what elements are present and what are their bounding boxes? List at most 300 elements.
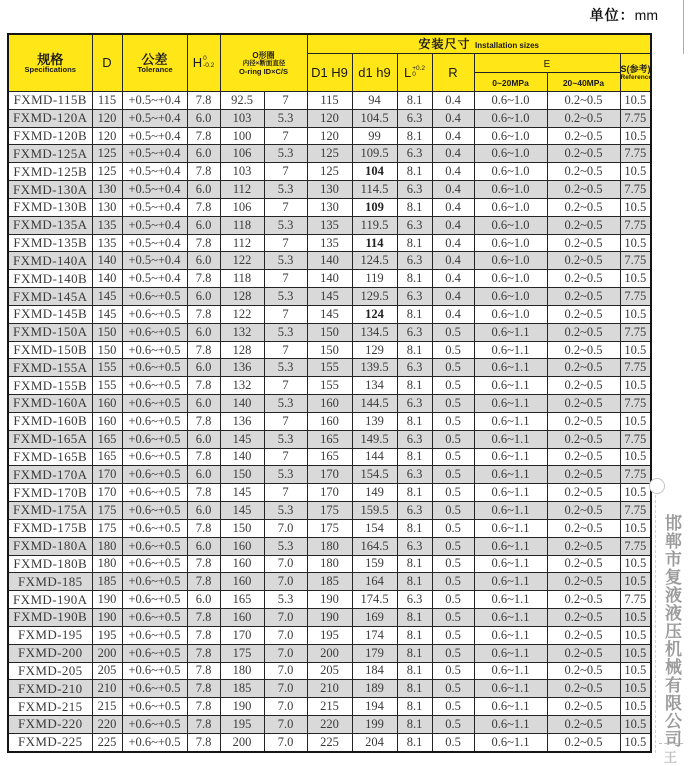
cell-spec: FXMD-120B — [8, 127, 92, 145]
cell-oring-cs: 7 — [264, 270, 307, 288]
cell-spec: FXMD-125A — [8, 145, 92, 163]
cell-e-20-40mpa: 0.2~0.5 — [547, 181, 620, 199]
cell-r: 0.5 — [432, 555, 474, 573]
cell-s-ref: 10.5 — [620, 519, 651, 537]
cell-d1-h9: 150 — [307, 341, 352, 359]
cell-spec: FXMD-170A — [8, 466, 92, 484]
cell-r: 0.5 — [432, 466, 474, 484]
cell-l: 8.1 — [397, 680, 432, 698]
table-row — [8, 359, 651, 377]
cell-d1-h9: 180 — [307, 555, 352, 573]
spec-table-body — [8, 92, 651, 753]
cell-tolerance: +0.5~+0.4 — [122, 252, 187, 270]
cell-d1-h9: 225 — [307, 733, 352, 752]
cell-s-ref: 7.75 — [620, 288, 651, 306]
cell-s-ref: 7.75 — [620, 395, 651, 413]
oring-header-en: O-ring ID×C/S — [239, 66, 288, 76]
cell-spec: FXMD-150B — [8, 341, 92, 359]
cell-oring-id: 132 — [220, 377, 264, 395]
cell-r: 0.5 — [432, 430, 474, 448]
cell-d1-h9: 175 — [307, 502, 352, 520]
cell-e-0-20mpa: 0.6~1.1 — [474, 430, 547, 448]
cell-oring-cs: 5.3 — [264, 181, 307, 199]
cell-oring-cs: 5.3 — [264, 430, 307, 448]
cell-d1-h9: 155 — [307, 359, 352, 377]
col-header-e-20-40mpa — [547, 73, 620, 92]
cell-e-20-40mpa: 0.2~0.5 — [547, 305, 620, 323]
cell-oring-cs: 5.3 — [264, 537, 307, 555]
cell-tolerance: +0.6~+0.5 — [122, 644, 187, 662]
cell-tolerance: +0.5~+0.4 — [122, 234, 187, 252]
cell-spec: FXMD-155B — [8, 377, 92, 395]
cell-tolerance: +0.6~+0.5 — [122, 305, 187, 323]
cell-h: 7.8 — [187, 377, 220, 395]
cell-d1-h9: 115 — [307, 92, 352, 110]
cell-l: 8.1 — [397, 715, 432, 733]
cell-d1h9: 204 — [352, 733, 397, 752]
cell-r: 0.4 — [432, 181, 474, 199]
cell-oring-id: 160 — [220, 573, 264, 591]
col-header-installation-sizes — [307, 34, 651, 54]
cell-h: 6.0 — [187, 591, 220, 609]
cell-e-0-20mpa: 0.6~1.1 — [474, 626, 547, 644]
install-header-en: Installation sizes — [474, 41, 540, 50]
cell-s-ref: 7.75 — [620, 502, 651, 520]
cell-d1h9: 114 — [352, 234, 397, 252]
cell-d: 170 — [92, 466, 122, 484]
cell-h: 6.0 — [187, 537, 220, 555]
cell-l: 6.3 — [397, 216, 432, 234]
cell-tolerance: +0.5~+0.4 — [122, 198, 187, 216]
cell-d1h9: 114.5 — [352, 181, 397, 199]
col-header-h — [187, 34, 220, 92]
spec-header-en: Specifications — [24, 64, 77, 74]
cell-e-20-40mpa: 0.2~0.5 — [547, 680, 620, 698]
cell-s-ref: 10.5 — [620, 234, 651, 252]
table-row — [8, 662, 651, 680]
cell-spec: FXMD-140A — [8, 252, 92, 270]
cell-oring-id: 103 — [220, 109, 264, 127]
table-row — [8, 448, 651, 466]
cell-e-0-20mpa: 0.6~1.0 — [474, 234, 547, 252]
cell-l: 6.3 — [397, 181, 432, 199]
table-row — [8, 145, 651, 163]
cell-oring-id: 128 — [220, 288, 264, 306]
cell-d1h9: 124.5 — [352, 252, 397, 270]
cell-e-20-40mpa: 0.2~0.5 — [547, 234, 620, 252]
cell-spec: FXMD-190B — [8, 609, 92, 627]
cell-h: 6.0 — [187, 288, 220, 306]
cell-e-20-40mpa: 0.2~0.5 — [547, 448, 620, 466]
cell-s-ref: 10.5 — [620, 341, 651, 359]
cell-e-20-40mpa: 0.2~0.5 — [547, 430, 620, 448]
cell-d1h9: 184 — [352, 662, 397, 680]
col-header-d1-h9 — [307, 54, 352, 92]
cell-d1-h9: 160 — [307, 395, 352, 413]
cell-d1h9: 164 — [352, 573, 397, 591]
cell-s-ref: 7.75 — [620, 181, 651, 199]
cell-d1h9: 149 — [352, 484, 397, 502]
cell-h: 7.8 — [187, 484, 220, 502]
cell-oring-cs: 5.3 — [264, 502, 307, 520]
cell-r: 0.5 — [432, 715, 474, 733]
cell-l: 8.1 — [397, 519, 432, 537]
cell-tolerance: +0.6~+0.5 — [122, 733, 187, 752]
cell-e-0-20mpa: 0.6~1.1 — [474, 502, 547, 520]
cell-d1h9: 194 — [352, 698, 397, 716]
cell-tolerance: +0.6~+0.5 — [122, 484, 187, 502]
cell-r: 0.4 — [432, 270, 474, 288]
cell-oring-cs: 5.3 — [264, 323, 307, 341]
cell-e-0-20mpa: 0.6~1.1 — [474, 644, 547, 662]
table-row — [8, 591, 651, 609]
cell-oring-id: 170 — [220, 626, 264, 644]
cell-oring-id: 175 — [220, 644, 264, 662]
cell-e-0-20mpa: 0.6~1.0 — [474, 127, 547, 145]
cell-d1h9: 159.5 — [352, 502, 397, 520]
cell-h: 7.8 — [187, 662, 220, 680]
cell-spec: FXMD-185 — [8, 573, 92, 591]
cell-oring-cs: 7 — [264, 412, 307, 430]
cell-d1-h9: 130 — [307, 181, 352, 199]
cell-d: 215 — [92, 698, 122, 716]
cell-d: 135 — [92, 234, 122, 252]
cell-d1-h9: 165 — [307, 448, 352, 466]
unit-label-cn: 单位： — [589, 7, 635, 23]
table-row — [8, 609, 651, 627]
cell-e-20-40mpa: 0.2~0.5 — [547, 698, 620, 716]
cell-e-0-20mpa: 0.6~1.1 — [474, 591, 547, 609]
cell-s-ref: 7.75 — [620, 537, 651, 555]
cell-tolerance: +0.6~+0.5 — [122, 626, 187, 644]
table-row — [8, 181, 651, 199]
cell-h: 6.0 — [187, 466, 220, 484]
cell-spec: FXMD-115B — [8, 92, 92, 110]
cell-d: 180 — [92, 537, 122, 555]
col-header-l — [397, 54, 432, 92]
cell-r: 0.5 — [432, 698, 474, 716]
cell-d1h9: 129.5 — [352, 288, 397, 306]
cell-e-20-40mpa: 0.2~0.5 — [547, 733, 620, 752]
cell-oring-cs: 5.3 — [264, 466, 307, 484]
cell-d1h9: 139.5 — [352, 359, 397, 377]
cell-e-20-40mpa: 0.2~0.5 — [547, 502, 620, 520]
oring-header-cn: O形圈 — [252, 50, 275, 60]
cell-oring-id: 145 — [220, 484, 264, 502]
e1-header-label: 0~20MPa — [492, 78, 529, 88]
cell-oring-id: 195 — [220, 715, 264, 733]
cell-d: 190 — [92, 609, 122, 627]
cell-e-20-40mpa: 0.2~0.5 — [547, 519, 620, 537]
cell-oring-cs: 7 — [264, 127, 307, 145]
cell-s-ref: 10.5 — [620, 412, 651, 430]
cell-e-20-40mpa: 0.2~0.5 — [547, 270, 620, 288]
col-header-specifications — [8, 34, 92, 92]
cell-l: 6.3 — [397, 502, 432, 520]
cell-spec: FXMD-180B — [8, 555, 92, 573]
cell-s-ref: 10.5 — [620, 573, 651, 591]
clipped-bottom-glyph: 王 — [664, 750, 678, 765]
cell-s-ref: 10.5 — [620, 448, 651, 466]
cell-d1h9: 154 — [352, 519, 397, 537]
cell-d1-h9: 155 — [307, 377, 352, 395]
cell-h: 7.8 — [187, 573, 220, 591]
cell-e-0-20mpa: 0.6~1.1 — [474, 715, 547, 733]
cell-d1h9: 179 — [352, 644, 397, 662]
cell-e-20-40mpa: 0.2~0.5 — [547, 341, 620, 359]
cell-d1-h9: 150 — [307, 323, 352, 341]
cell-h: 7.8 — [187, 555, 220, 573]
cell-s-ref: 10.5 — [620, 377, 651, 395]
cell-d1h9: 199 — [352, 715, 397, 733]
cell-tolerance: +0.5~+0.4 — [122, 270, 187, 288]
cell-e-0-20mpa: 0.6~1.0 — [474, 288, 547, 306]
cell-oring-id: 185 — [220, 680, 264, 698]
cell-l: 6.3 — [397, 430, 432, 448]
cell-d1-h9: 205 — [307, 662, 352, 680]
cell-spec: FXMD-140B — [8, 270, 92, 288]
cell-d1-h9: 215 — [307, 698, 352, 716]
cell-d1-h9: 140 — [307, 270, 352, 288]
cell-spec: FXMD-165A — [8, 430, 92, 448]
table-row — [8, 430, 651, 448]
unit-value: mm — [634, 7, 658, 23]
cell-s-ref: 10.5 — [620, 715, 651, 733]
cell-d: 175 — [92, 519, 122, 537]
cell-r: 0.4 — [432, 216, 474, 234]
table-row — [8, 92, 651, 110]
col-header-oring — [220, 34, 307, 92]
d1-header-label: D1 H9 — [311, 64, 348, 80]
cell-oring-id: 122 — [220, 305, 264, 323]
cell-d1h9: 109 — [352, 198, 397, 216]
cell-tolerance: +0.6~+0.5 — [122, 698, 187, 716]
cell-d: 165 — [92, 430, 122, 448]
table-row — [8, 198, 651, 216]
table-row — [8, 288, 651, 306]
s-header-en: Reference — [620, 74, 652, 81]
cell-s-ref: 7.75 — [620, 323, 651, 341]
cell-r: 0.5 — [432, 609, 474, 627]
cell-tolerance: +0.6~+0.5 — [122, 519, 187, 537]
cell-s-ref: 7.75 — [620, 145, 651, 163]
cell-r: 0.5 — [432, 377, 474, 395]
table-row — [8, 234, 651, 252]
cell-d1h9: 99 — [352, 127, 397, 145]
col-header-d — [92, 34, 122, 92]
cell-h: 7.8 — [187, 698, 220, 716]
cell-spec: FXMD-195 — [8, 626, 92, 644]
cell-r: 0.5 — [432, 484, 474, 502]
cell-spec: FXMD-145B — [8, 305, 92, 323]
cell-r: 0.5 — [432, 644, 474, 662]
cell-oring-id: 132 — [220, 323, 264, 341]
table-row — [8, 644, 651, 662]
cell-e-20-40mpa: 0.2~0.5 — [547, 198, 620, 216]
l-header-sub: 0 — [412, 71, 416, 79]
cell-s-ref: 10.5 — [620, 92, 651, 110]
cell-h: 7.8 — [187, 412, 220, 430]
r-header-label: R — [448, 64, 458, 80]
cell-d1-h9: 130 — [307, 198, 352, 216]
cell-r: 0.4 — [432, 92, 474, 110]
cell-h: 7.8 — [187, 644, 220, 662]
cell-r: 0.4 — [432, 234, 474, 252]
cell-spec: FXMD-215 — [8, 698, 92, 716]
cell-l: 8.1 — [397, 92, 432, 110]
cell-e-0-20mpa: 0.6~1.1 — [474, 609, 547, 627]
cell-l: 8.1 — [397, 698, 432, 716]
col-header-s-reference — [620, 54, 651, 92]
table-row — [8, 109, 651, 127]
cell-l: 6.3 — [397, 395, 432, 413]
cell-d1h9: 119 — [352, 270, 397, 288]
cell-d1h9: 119.5 — [352, 216, 397, 234]
cell-e-20-40mpa: 0.2~0.5 — [547, 644, 620, 662]
cell-d1-h9: 220 — [307, 715, 352, 733]
cell-r: 0.5 — [432, 591, 474, 609]
cell-r: 0.5 — [432, 448, 474, 466]
cell-oring-cs: 7.0 — [264, 733, 307, 752]
cell-s-ref: 10.5 — [620, 698, 651, 716]
cell-e-20-40mpa: 0.2~0.5 — [547, 377, 620, 395]
cell-e-0-20mpa: 0.6~1.0 — [474, 252, 547, 270]
cell-spec: FXMD-135B — [8, 234, 92, 252]
cell-h: 7.8 — [187, 715, 220, 733]
cell-d: 145 — [92, 288, 122, 306]
cell-h: 6.0 — [187, 323, 220, 341]
cell-spec: FXMD-160B — [8, 412, 92, 430]
cell-e-20-40mpa: 0.2~0.5 — [547, 662, 620, 680]
cell-d1-h9: 135 — [307, 234, 352, 252]
cell-r: 0.5 — [432, 733, 474, 752]
cell-l: 6.3 — [397, 359, 432, 377]
cell-d1h9: 154.5 — [352, 466, 397, 484]
col-header-e — [474, 54, 620, 73]
cell-oring-cs: 5.3 — [264, 145, 307, 163]
cell-spec: FXMD-130B — [8, 198, 92, 216]
cell-oring-cs: 7 — [264, 448, 307, 466]
cell-e-0-20mpa: 0.6~1.1 — [474, 698, 547, 716]
cell-d: 165 — [92, 448, 122, 466]
cell-s-ref: 10.5 — [620, 555, 651, 573]
cell-e-20-40mpa: 0.2~0.5 — [547, 484, 620, 502]
cell-d1h9: 149.5 — [352, 430, 397, 448]
table-row — [8, 484, 651, 502]
s-header-cn: S(参考) — [620, 64, 651, 74]
cell-spec: FXMD-135A — [8, 216, 92, 234]
cell-h: 7.8 — [187, 680, 220, 698]
cell-oring-id: 103 — [220, 163, 264, 181]
cell-d1-h9: 135 — [307, 216, 352, 234]
cell-l: 8.1 — [397, 377, 432, 395]
cell-oring-cs: 7 — [264, 92, 307, 110]
cell-l: 8.1 — [397, 270, 432, 288]
cell-e-20-40mpa: 0.2~0.5 — [547, 323, 620, 341]
cell-r: 0.4 — [432, 109, 474, 127]
spec-header-cn: 规格 — [37, 51, 64, 67]
cell-e-20-40mpa: 0.2~0.5 — [547, 591, 620, 609]
cell-e-20-40mpa: 0.2~0.5 — [547, 127, 620, 145]
cell-d1h9: 139 — [352, 412, 397, 430]
cell-e-20-40mpa: 0.2~0.5 — [547, 359, 620, 377]
cell-tolerance: +0.5~+0.4 — [122, 109, 187, 127]
cell-oring-cs: 7 — [264, 234, 307, 252]
cell-d: 140 — [92, 270, 122, 288]
cell-oring-cs: 7.0 — [264, 555, 307, 573]
cell-tolerance: +0.5~+0.4 — [122, 145, 187, 163]
cell-oring-id: 180 — [220, 662, 264, 680]
cell-oring-id: 118 — [220, 270, 264, 288]
scan-artifact-line — [683, 0, 684, 54]
cell-l: 6.3 — [397, 466, 432, 484]
cell-l: 8.1 — [397, 234, 432, 252]
cell-d: 205 — [92, 662, 122, 680]
cell-d1h9: 104.5 — [352, 109, 397, 127]
cell-d1h9: 129 — [352, 341, 397, 359]
cell-e-0-20mpa: 0.6~1.1 — [474, 680, 547, 698]
cell-e-0-20mpa: 0.6~1.1 — [474, 484, 547, 502]
cell-d1h9: 169 — [352, 609, 397, 627]
cell-d1-h9: 120 — [307, 127, 352, 145]
h-header-scripts — [203, 56, 214, 69]
table-row — [8, 163, 651, 181]
cell-l: 6.3 — [397, 591, 432, 609]
cell-spec: FXMD-120A — [8, 109, 92, 127]
cell-d: 140 — [92, 252, 122, 270]
cell-l: 8.1 — [397, 662, 432, 680]
cell-h: 7.8 — [187, 626, 220, 644]
cell-d: 150 — [92, 341, 122, 359]
cell-d: 195 — [92, 626, 122, 644]
cell-l: 6.3 — [397, 109, 432, 127]
spec-table — [7, 33, 652, 753]
cell-l: 6.3 — [397, 145, 432, 163]
col-header-tolerance — [122, 34, 187, 92]
cell-tolerance: +0.6~+0.5 — [122, 323, 187, 341]
cell-tolerance: +0.5~+0.4 — [122, 181, 187, 199]
cell-spec: FXMD-150A — [8, 323, 92, 341]
table-row — [8, 127, 651, 145]
cell-tolerance: +0.5~+0.4 — [122, 127, 187, 145]
cell-spec: FXMD-220 — [8, 715, 92, 733]
cell-oring-id: 200 — [220, 733, 264, 752]
cell-s-ref: 10.5 — [620, 609, 651, 627]
cell-e-0-20mpa: 0.6~1.1 — [474, 537, 547, 555]
cell-d: 135 — [92, 216, 122, 234]
h-header-label: H — [192, 55, 203, 70]
cell-l: 6.3 — [397, 323, 432, 341]
cell-r: 0.4 — [432, 163, 474, 181]
cell-l: 8.1 — [397, 733, 432, 752]
cell-e-0-20mpa: 0.6~1.0 — [474, 181, 547, 199]
cell-spec: FXMD-210 — [8, 680, 92, 698]
cell-e-0-20mpa: 0.6~1.1 — [474, 412, 547, 430]
cell-oring-cs: 7.0 — [264, 573, 307, 591]
cell-spec: FXMD-145A — [8, 288, 92, 306]
cell-oring-id: 136 — [220, 412, 264, 430]
cell-tolerance: +0.5~+0.4 — [122, 92, 187, 110]
cell-e-20-40mpa: 0.2~0.5 — [547, 288, 620, 306]
cell-tolerance: +0.6~+0.5 — [122, 341, 187, 359]
cell-s-ref: 10.5 — [620, 127, 651, 145]
cell-tolerance: +0.6~+0.5 — [122, 573, 187, 591]
cell-e-0-20mpa: 0.6~1.1 — [474, 519, 547, 537]
cell-d1h9: 144 — [352, 448, 397, 466]
cell-tolerance: +0.6~+0.5 — [122, 555, 187, 573]
cell-spec: FXMD-200 — [8, 644, 92, 662]
cell-l: 8.1 — [397, 127, 432, 145]
